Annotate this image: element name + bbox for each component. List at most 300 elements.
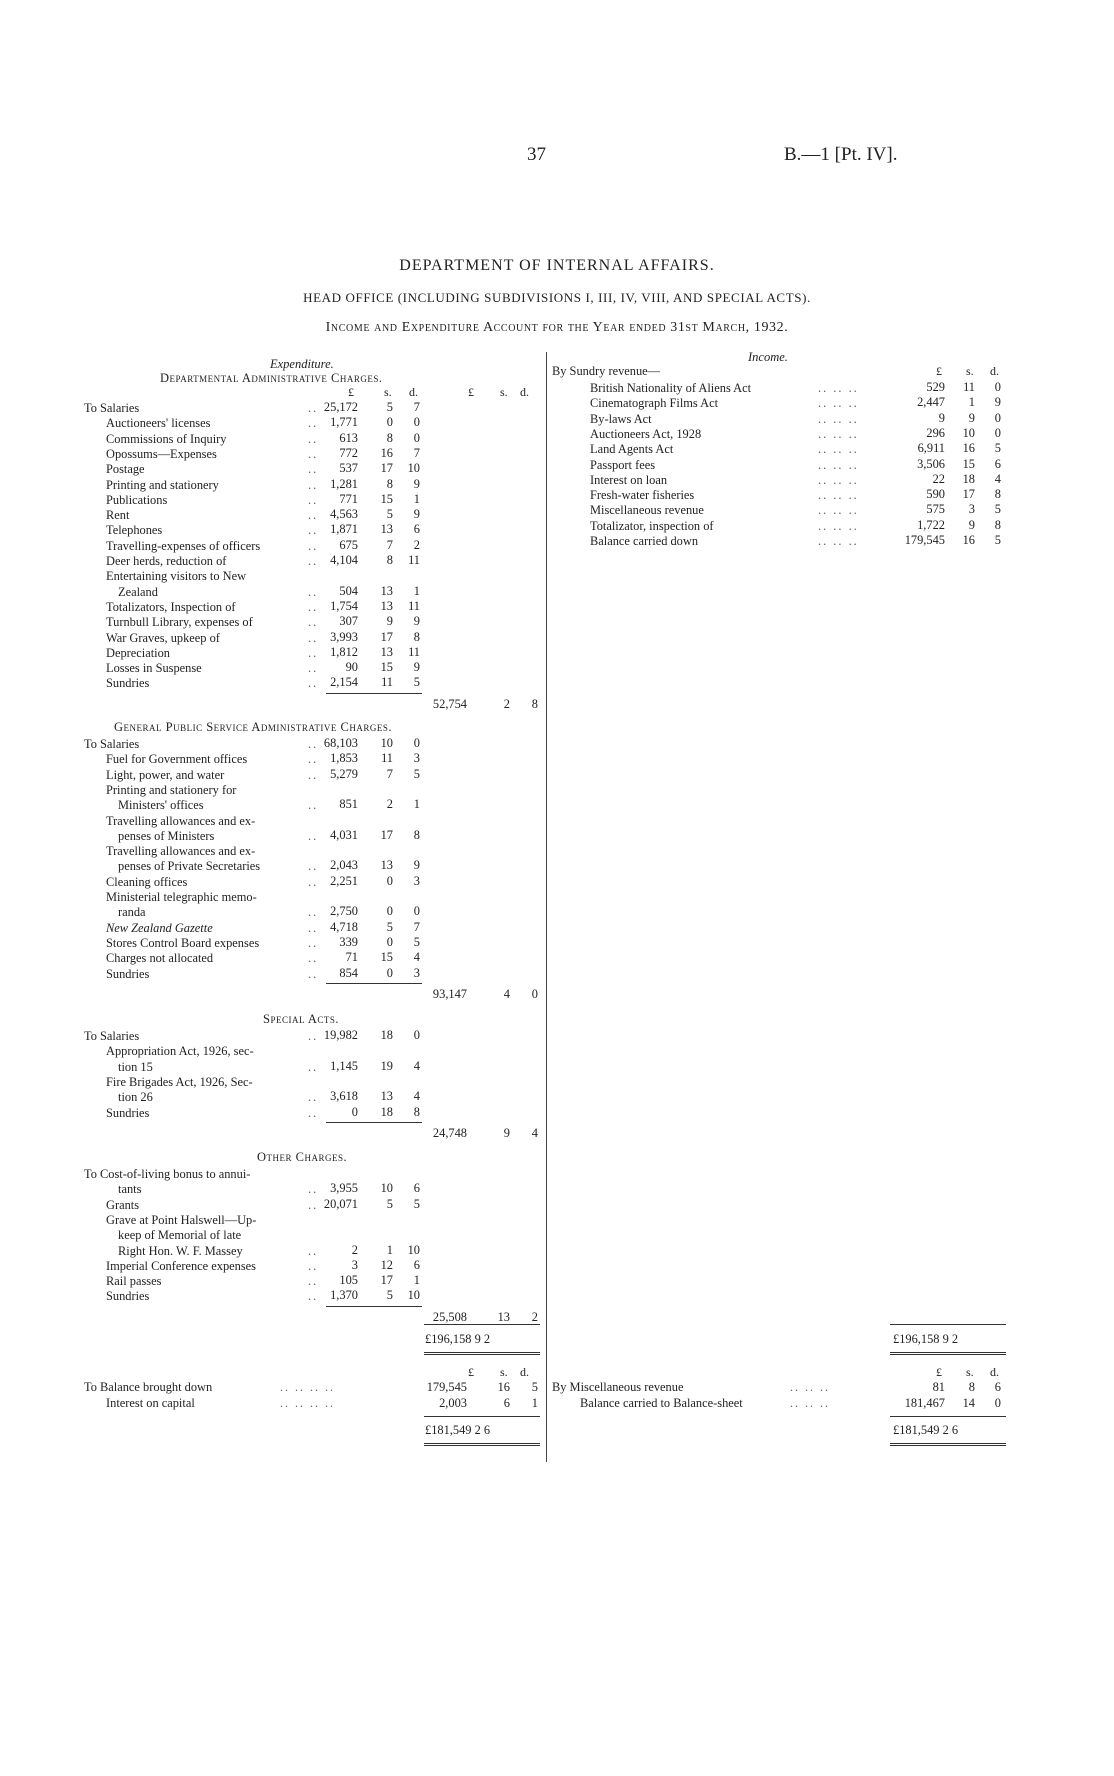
- leader-dots: .. .. ..: [818, 472, 859, 487]
- leader-dots: .. .. ..: [818, 426, 859, 441]
- expense-pence: 7: [413, 445, 420, 460]
- expense-pence: 0: [413, 430, 420, 445]
- expense-pence: 4: [413, 1058, 420, 1073]
- expense-shillings: 13: [380, 598, 393, 613]
- leader-dots: ..: [308, 1029, 319, 1043]
- expense-pounds: 1,771: [330, 415, 358, 430]
- expense-label: Grants: [106, 1197, 140, 1212]
- expense-label: Publications: [106, 492, 168, 507]
- leader-dots: ..: [308, 1182, 319, 1197]
- expense-shillings: 17: [380, 461, 393, 476]
- expense-row: [84, 568, 544, 584]
- expense-shillings: 7: [386, 766, 393, 781]
- income-shillings: 16: [962, 533, 975, 547]
- expense-label: To Salaries: [84, 1029, 140, 1043]
- income-pence: 5: [994, 441, 1001, 456]
- expense-label: To Salaries: [84, 401, 140, 415]
- leader-dots: ..: [308, 431, 319, 446]
- expense-pence: 1: [413, 491, 420, 506]
- expense-pence: 8: [413, 1104, 420, 1119]
- department-title: DEPARTMENT OF INTERNAL AFFAIRS.: [399, 257, 715, 274]
- expense-label: Sundries: [106, 966, 150, 981]
- section-total-shillings: 4: [503, 986, 510, 1001]
- expense-row: [84, 813, 544, 829]
- expense-pounds: 3,993: [330, 629, 358, 644]
- section-total-shillings: 9: [503, 1125, 510, 1140]
- income-label: Cinematograph Films Act: [590, 396, 719, 411]
- section-total-pence: 0: [531, 986, 538, 1001]
- section-title: Other Charges.: [257, 1150, 348, 1164]
- subtotal-rule: [326, 1306, 422, 1307]
- bal-total-rule-top: [424, 1416, 540, 1417]
- expense-label: Totalizators, Inspection of: [106, 599, 236, 614]
- expense-label: Depreciation: [106, 645, 170, 660]
- expense-pounds: 25,172: [323, 400, 358, 414]
- income-label: Totalizator, inspection of: [590, 518, 714, 533]
- expense-label: To Salaries: [84, 737, 140, 751]
- expense-label: tion 15: [118, 1059, 153, 1074]
- leader-dots: ..: [308, 401, 319, 415]
- expense-row: [84, 1166, 544, 1182]
- expense-row: [84, 1212, 544, 1228]
- expense-shillings: 13: [380, 1089, 393, 1104]
- income-pence: 5: [994, 533, 1001, 547]
- section-total-pence: 8: [531, 696, 538, 711]
- expense-pence: 11: [408, 644, 420, 659]
- exp-balance-total: £181,549 2 6: [425, 1423, 491, 1437]
- leader-dots: .. .. ..: [818, 411, 859, 426]
- expense-label: Zealand: [118, 584, 158, 599]
- section-total-pounds: 52,754: [432, 696, 467, 711]
- expense-pence: 11: [408, 553, 420, 567]
- expense-pence: 2: [413, 537, 420, 552]
- inc-balance-total: £181,549 2 6: [893, 1423, 959, 1437]
- leader-dots: .. .. .. ..: [280, 1396, 335, 1410]
- grand-total-rule-bottom: [424, 1352, 540, 1355]
- expense-pence: 7: [413, 919, 420, 934]
- section-total-shillings: 13: [497, 1309, 510, 1324]
- income-label: Miscellaneous revenue: [590, 503, 704, 518]
- expense-shillings: 13: [380, 858, 393, 873]
- inc-bal-col-d: d.: [990, 1365, 999, 1379]
- expense-pounds: 2,154: [330, 675, 358, 690]
- expense-shillings: 16: [380, 445, 393, 460]
- expense-pounds: 1,145: [330, 1058, 358, 1073]
- income-shillings: 16: [962, 441, 975, 456]
- expense-label: Stores Control Board expenses: [106, 935, 260, 950]
- expense-shillings: 19: [380, 1058, 393, 1073]
- subtotal-rule: [326, 983, 422, 984]
- income-balance-pounds: 181,467: [904, 1396, 945, 1410]
- expense-shillings: 11: [381, 675, 393, 690]
- leader-dots: ..: [308, 630, 319, 645]
- income-balance-shillings: 8: [968, 1380, 975, 1394]
- inc-col-d: d.: [990, 364, 999, 378]
- expense-label: penses of Private Secretaries: [118, 859, 261, 874]
- inc-col-pound: £: [936, 364, 942, 378]
- income-pounds: 590: [926, 487, 945, 502]
- expense-pounds: 1,853: [330, 751, 358, 766]
- leader-dots: ..: [308, 859, 319, 874]
- expense-label: Grave at Point Halswell—Up-: [106, 1212, 257, 1227]
- income-pounds: 179,545: [904, 533, 945, 547]
- leader-dots: ..: [308, 874, 319, 889]
- expense-pounds: 3,955: [330, 1181, 358, 1196]
- expense-pounds: 90: [345, 660, 358, 675]
- balance-row-label: Interest on capital: [106, 1396, 195, 1410]
- expense-row: [84, 782, 544, 798]
- leader-dots: ..: [308, 1243, 319, 1258]
- expense-pence: 1: [413, 583, 420, 598]
- income-label: British Nationality of Aliens Act: [590, 381, 752, 395]
- expense-shillings: 8: [386, 430, 393, 445]
- income-pounds: 22: [932, 471, 945, 486]
- expense-pounds: 19,982: [323, 1028, 358, 1042]
- expense-pence: 6: [413, 522, 420, 537]
- expense-shillings: 0: [386, 904, 393, 919]
- expense-row: [84, 1227, 544, 1243]
- expense-label: Entertaining visitors to New: [106, 569, 247, 584]
- expense-label: tants: [118, 1182, 142, 1197]
- expense-label: Opossums—Expenses: [106, 446, 217, 461]
- expense-pounds: 613: [339, 430, 358, 445]
- income-shillings: 17: [962, 487, 975, 502]
- balance-pence: 5: [531, 1380, 538, 1394]
- expense-shillings: 9: [386, 614, 393, 629]
- expense-label: Printing and stationery for: [106, 782, 237, 797]
- leader-dots: .. .. ..: [818, 457, 859, 472]
- expense-pence: 10: [407, 461, 420, 476]
- expense-pounds: 2,043: [330, 858, 358, 873]
- expense-label: Rail passes: [106, 1274, 162, 1289]
- expense-pounds: 772: [339, 445, 358, 460]
- income-shillings: 18: [962, 471, 975, 486]
- income-intro: By Sundry revenue—: [552, 364, 661, 378]
- leader-dots: .. .. .. ..: [280, 1380, 335, 1394]
- income-pounds: 529: [926, 380, 945, 394]
- expense-pounds: 2,750: [330, 904, 358, 919]
- income-balance-label: Balance carried to Balance-sheet: [580, 1396, 743, 1410]
- income-shillings: 3: [968, 502, 975, 517]
- expense-shillings: 13: [380, 583, 393, 598]
- exp-grand-total: £196,158 9 2: [425, 1332, 491, 1346]
- expense-pence: 7: [413, 400, 420, 414]
- expense-pounds: 0: [351, 1104, 358, 1119]
- income-balance-shillings: 14: [962, 1396, 975, 1410]
- expense-shillings: 17: [380, 629, 393, 644]
- expense-label: Ministers' offices: [118, 798, 204, 813]
- expense-pence: 4: [413, 1089, 420, 1104]
- inc-bal-col-s: s.: [966, 1365, 974, 1379]
- expense-label: To Cost-of-living bonus to annui-: [84, 1167, 251, 1181]
- income-pence: 0: [994, 410, 1001, 425]
- expense-pence: 3: [413, 751, 420, 766]
- expense-pounds: 4,718: [330, 919, 358, 934]
- income-pence: 9: [994, 395, 1001, 410]
- expense-shillings: 0: [386, 415, 393, 430]
- income-pence: 0: [994, 380, 1001, 394]
- income-shillings: 10: [962, 425, 975, 440]
- expense-pounds: 5,279: [330, 766, 358, 781]
- page-number: 37: [527, 144, 546, 165]
- expense-pounds: 504: [339, 583, 358, 598]
- leader-dots: .. .. ..: [818, 381, 859, 395]
- expense-pence: 3: [413, 965, 420, 980]
- leader-dots: .. .. ..: [818, 396, 859, 411]
- income-heading: Income.: [748, 350, 788, 364]
- expense-label: Fuel for Government offices: [106, 752, 248, 767]
- expense-shillings: 15: [380, 491, 393, 506]
- expense-pounds: 3,618: [330, 1089, 358, 1104]
- income-pence: 0: [994, 425, 1001, 440]
- leader-dots: .. .. ..: [818, 442, 859, 457]
- expense-pence: 5: [413, 675, 420, 690]
- leader-dots: ..: [308, 905, 319, 920]
- exp-col-s-total: s.: [500, 385, 508, 399]
- income-pence: 5: [994, 502, 1001, 517]
- expense-label: Postage: [106, 462, 145, 477]
- expense-pence: 9: [413, 476, 420, 491]
- expense-pounds: 68,103: [323, 736, 358, 750]
- expense-shillings: 18: [380, 1028, 393, 1042]
- leader-dots: ..: [308, 538, 319, 553]
- leader-dots: ..: [308, 1105, 319, 1120]
- leader-dots: ..: [308, 462, 319, 477]
- account-title: Income and Expenditure Account for the Year ended 31st March, 1932.: [325, 320, 789, 335]
- leader-dots: .. .. ..: [790, 1380, 830, 1394]
- leader-dots: ..: [308, 492, 319, 507]
- grand-total-rule-top: [424, 1324, 540, 1325]
- expense-pounds: 675: [339, 537, 358, 552]
- inc-grand-rule-top: [890, 1324, 1006, 1325]
- exp-col-s: s.: [384, 385, 392, 399]
- expense-pounds: 771: [339, 491, 358, 506]
- expense-pence: 1: [413, 1273, 420, 1288]
- expense-pounds: 339: [339, 934, 358, 949]
- leader-dots: .. .. ..: [790, 1396, 830, 1410]
- income-pounds: 575: [926, 502, 945, 517]
- expense-shillings: 5: [386, 400, 393, 414]
- income-balance-pence: 0: [994, 1396, 1001, 1410]
- leader-dots: ..: [308, 554, 319, 568]
- expense-pounds: 105: [339, 1273, 358, 1288]
- income-shillings: 15: [962, 456, 975, 471]
- office-subtitle: HEAD OFFICE (INCLUDING SUBDIVISIONS I, III, IV, VIII, AND SPECIAL ACTS).: [303, 290, 811, 305]
- expense-pence: 0: [413, 904, 420, 919]
- income-pence: 8: [994, 517, 1001, 532]
- leader-dots: ..: [308, 477, 319, 492]
- expense-row: [84, 889, 544, 905]
- leader-dots: ..: [308, 767, 319, 782]
- expense-shillings: 12: [380, 1257, 393, 1272]
- expense-pence: 10: [407, 1288, 420, 1303]
- expense-pounds: 4,104: [330, 553, 358, 567]
- subtotal-rule: [326, 693, 422, 694]
- balance-shillings: 6: [503, 1396, 510, 1410]
- balance-row-label: To Balance brought down: [84, 1380, 213, 1394]
- leader-dots: ..: [308, 828, 319, 843]
- expense-row: [84, 1043, 544, 1059]
- exp-bal-col-s: s.: [500, 1365, 508, 1379]
- expense-row: [84, 843, 544, 859]
- income-balance-pounds: 81: [932, 1380, 945, 1394]
- section-total-pounds: 93,147: [432, 986, 467, 1001]
- leader-dots: .. .. ..: [818, 488, 859, 503]
- income-shillings: 11: [963, 380, 975, 394]
- leader-dots: ..: [308, 615, 319, 630]
- expense-label: Charges not allocated: [106, 951, 214, 966]
- expense-shillings: 10: [380, 1181, 393, 1196]
- leader-dots: .. .. ..: [818, 503, 859, 518]
- expense-pounds: 537: [339, 461, 358, 476]
- income-shillings: 9: [968, 517, 975, 532]
- expense-label: keep of Memorial of late: [118, 1228, 242, 1243]
- expense-label: Rent: [106, 508, 130, 523]
- expense-pounds: 71: [345, 950, 358, 965]
- exp-col-pound-total: £: [468, 385, 474, 399]
- expense-pence: 9: [413, 507, 420, 522]
- exp-bal-col-d: d.: [520, 1365, 529, 1379]
- income-label: Balance carried down: [590, 534, 699, 548]
- expense-pounds: 3: [351, 1257, 358, 1272]
- income-pence: 8: [994, 487, 1001, 502]
- income-pounds: 6,911: [917, 441, 945, 456]
- expense-shillings: 0: [386, 965, 393, 980]
- leader-dots: ..: [308, 1274, 319, 1289]
- leader-dots: ..: [308, 951, 319, 966]
- expense-pounds: 1,812: [330, 644, 358, 659]
- expense-shillings: 10: [380, 736, 393, 750]
- inc-grand-rule-bottom: [890, 1352, 1006, 1355]
- section-title: General Public Service Administrative Charges.: [114, 720, 393, 734]
- expense-pounds: 4,031: [330, 827, 358, 842]
- expense-label: Deer herds, reduction of: [106, 554, 227, 568]
- expense-shillings: 13: [380, 644, 393, 659]
- expense-shillings: 8: [386, 553, 393, 567]
- inc-col-s: s.: [966, 364, 974, 378]
- expense-pounds: 851: [339, 797, 358, 812]
- expense-shillings: 7: [386, 537, 393, 552]
- expense-pence: 5: [413, 1196, 420, 1211]
- expense-label: Travelling-expenses of officers: [106, 538, 261, 553]
- expense-pence: 4: [413, 950, 420, 965]
- leader-dots: ..: [308, 523, 319, 538]
- expense-label: Light, power, and water: [106, 767, 225, 782]
- leader-dots: ..: [308, 1059, 319, 1074]
- income-pence: 4: [994, 471, 1001, 486]
- income-shillings: 1: [968, 395, 975, 410]
- expense-pence: 1: [413, 797, 420, 812]
- expense-pence: 8: [413, 827, 420, 842]
- section-title: Departmental Administrative Charges.: [160, 371, 383, 385]
- leader-dots: ..: [308, 661, 319, 676]
- section-title: Special Acts.: [263, 1012, 340, 1026]
- section-total-pounds: 25,508: [432, 1309, 467, 1324]
- leader-dots: ..: [308, 599, 319, 614]
- leader-dots: ..: [308, 676, 319, 691]
- expense-label: Auctioneers' licenses: [106, 416, 211, 431]
- expense-pence: 0: [413, 415, 420, 430]
- income-pence: 6: [994, 456, 1001, 471]
- inc-bal-col-pound: £: [936, 1365, 942, 1379]
- income-pounds: 9: [938, 410, 945, 425]
- expense-pounds: 307: [339, 614, 358, 629]
- expense-shillings: 0: [386, 873, 393, 888]
- exp-col-pound: £: [348, 385, 354, 399]
- expense-label: Commissions of Inquiry: [106, 431, 227, 446]
- section-total-pounds: 24,748: [432, 1125, 467, 1140]
- balance-shillings: 16: [497, 1380, 510, 1394]
- income-pounds: 1,722: [917, 517, 945, 532]
- expense-pence: 0: [413, 1028, 420, 1042]
- income-label: Auctioneers Act, 1928: [590, 426, 702, 441]
- expense-label: tion 26: [118, 1090, 153, 1105]
- inc-bal-rule-top: [890, 1416, 1006, 1417]
- income-shillings: 9: [968, 410, 975, 425]
- expense-label: Telephones: [106, 523, 163, 538]
- expense-label: Ministerial telegraphic memo-: [106, 890, 257, 904]
- expense-label: randa: [118, 905, 146, 920]
- inc-bal-rule-bottom: [890, 1443, 1006, 1446]
- expense-shillings: 8: [386, 476, 393, 491]
- expense-label: Printing and stationery: [106, 477, 219, 492]
- expense-shillings: 18: [380, 1104, 393, 1119]
- expense-label: Sundries: [106, 1289, 150, 1304]
- section-total-pence: 4: [531, 1125, 538, 1140]
- section-total-pence: 2: [531, 1309, 538, 1324]
- balance-pence: 1: [531, 1396, 538, 1410]
- expense-shillings: 13: [380, 522, 393, 537]
- expense-pence: 5: [413, 766, 420, 781]
- exp-col-d-total: d.: [520, 385, 529, 399]
- income-label: Passport fees: [590, 457, 656, 472]
- expense-pounds: 2: [351, 1242, 358, 1257]
- bal-total-rule-bottom: [424, 1443, 540, 1446]
- exp-bal-col-pound: £: [468, 1365, 474, 1379]
- leader-dots: ..: [308, 737, 319, 751]
- inc-grand-total: £196,158 9 2: [893, 1332, 959, 1346]
- income-label: By-laws Act: [590, 411, 652, 426]
- leader-dots: ..: [308, 920, 319, 935]
- leader-dots: ..: [308, 935, 319, 950]
- expense-pence: 8: [413, 629, 420, 644]
- leader-dots: .. .. ..: [818, 518, 859, 533]
- expenditure-heading: Expenditure.: [270, 357, 334, 371]
- expense-shillings: 2: [386, 797, 393, 812]
- leader-dots: ..: [308, 645, 319, 660]
- expense-pence: 5: [413, 934, 420, 949]
- expense-label: Travelling allowances and ex-: [106, 813, 256, 828]
- expense-pounds: 2,251: [330, 873, 358, 888]
- leader-dots: ..: [308, 416, 319, 431]
- leader-dots: ..: [308, 966, 319, 981]
- expense-shillings: 5: [386, 1196, 393, 1211]
- income-label: Interest on loan: [590, 472, 668, 487]
- expense-shillings: 5: [386, 919, 393, 934]
- exp-col-d: d.: [409, 385, 418, 399]
- expense-shillings: 0: [386, 934, 393, 949]
- expense-shillings: 11: [381, 751, 393, 766]
- expense-pounds: 20,071: [323, 1196, 358, 1211]
- leader-dots: ..: [308, 752, 319, 767]
- expense-label: Travelling allowances and ex-: [106, 844, 256, 859]
- leader-dots: ..: [308, 1258, 319, 1273]
- income-label: Land Agents Act: [590, 442, 674, 457]
- income-balance-pence: 6: [994, 1380, 1001, 1394]
- expense-shillings: 15: [380, 660, 393, 675]
- expense-row: [84, 1074, 544, 1090]
- expense-label: Right Hon. W. F. Massey: [118, 1243, 243, 1258]
